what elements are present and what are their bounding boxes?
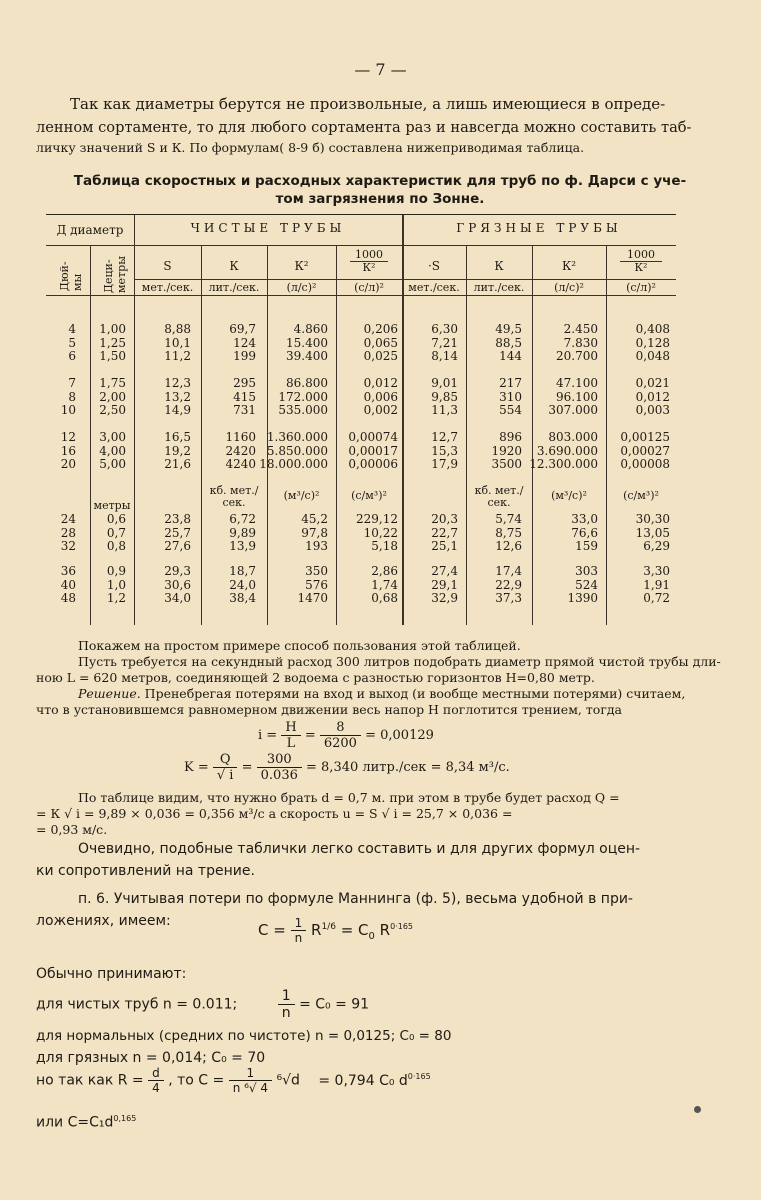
row-divider [134,279,676,280]
unit-S: мет./сек. [141,281,194,294]
k-frac2-den: 0.036 [260,768,298,783]
table-cell: 803.000 [548,430,598,444]
table-cell: 3.690.000 [536,443,598,458]
table-cell: 2,86 [371,564,398,578]
row-divider [46,245,676,246]
table-cell: 144 [499,349,522,363]
solution-label: Решение. [78,686,141,701]
table-cell: 30,6 [164,577,191,592]
table-cell: 2,00 [99,389,126,404]
table-cell: 295 [233,376,256,390]
col-divider [134,215,135,625]
since-exp: 0·165 [407,1071,431,1081]
normal-pipes-line: для нормальных (средних по чистоте) n = 0,0125; C₀ = 80 [36,1028,452,1044]
table-cell: 5.850.000 [266,443,328,458]
example-paragraph [36,638,726,718]
clean-text: для чистых труб n = 0.011; [36,996,238,1013]
table-cell: 193 [305,539,328,553]
table-cell: 0,006 [363,389,398,404]
table-cell: 33,0 [571,512,598,526]
table-cell: 15.400 [286,335,328,350]
table-cell: 5,74 [495,512,522,526]
table-cell: 25,7 [164,525,191,540]
table-cell: 10,22 [363,525,398,540]
formula-k-lhs: K = [184,760,209,775]
table-cell: 0,206 [363,322,398,336]
table-cell: 97,8 [301,525,328,540]
table-cell: 1920 [491,443,522,458]
table-cell: 5,00 [99,457,126,471]
table-cell: 16,5 [164,430,191,444]
k-frac1-num: Q [213,752,238,768]
frac1-den: L [286,736,296,751]
formula-i-lhs: i = [258,728,278,743]
intro-paragraph [36,92,726,156]
table-cell: 13,2 [164,389,191,404]
table-cell: 47.100 [556,376,598,390]
table-cell: 49,5 [495,322,522,336]
unit-S-dirty: мет./сек. [408,281,460,294]
table-cell: 11,3 [431,403,458,417]
manning-exp: 1/6 [321,922,336,932]
table-use-line-2: = К √ i = 9,89 × 0,036 = 0,356 м³/с а скорость u = S √ i = 25,7 × 0,036 = [36,806,513,821]
table-cell: 76,6 [571,525,598,540]
table-cell: 17,9 [431,457,458,471]
table-cell: 0,012 [363,376,398,390]
manning-exp2: 0·165 [390,922,414,931]
table-cell: 25,1 [431,539,458,553]
table-cell: 0,68 [371,591,398,605]
table-cell: 3,30 [643,564,670,578]
table-cell: 12,7 [431,430,458,444]
manning-eq: = C [340,921,369,939]
table-cell: 9,01 [431,376,458,390]
table-title-line-1: Таблица скоростных и расходных характеристик для труб по ф. Дарси с уче- [73,173,687,189]
table-cell: 22,7 [431,525,458,540]
formula-k-frac2 [257,752,302,783]
table-cell: 20 [60,457,76,471]
k-frac2-num: 300 [257,752,302,768]
table-cell: 896 [499,430,522,444]
table-cell: 217 [499,376,522,390]
table-cell: 4240 [225,457,256,471]
table-cell: 9,85 [431,389,458,404]
table-cell: 0,012 [635,389,670,404]
table-cell: 12,3 [164,376,191,390]
table-cell: 2,50 [99,403,126,417]
table-cell: 19,2 [164,443,191,458]
table-cell: 6,72 [229,512,256,526]
unit-1000-dirty: (с/л)² [626,281,656,294]
col-1000-dirty-num: 1000 [620,249,662,262]
example-line-1: Покажем на простом примере способ пользования этой таблицей. [78,638,521,653]
table-cell: 18.000.000 [259,457,328,471]
manning-lhs: C = [258,921,286,939]
table-cell: 0,00125 [620,430,670,444]
table-cell: 1,2 [106,591,126,605]
since-a: но так как R = [36,1072,144,1089]
mid-metres: метры [93,499,131,512]
table-cell: 0,00008 [620,457,670,471]
table-cell: 1390 [567,591,598,605]
table-cell: 0,021 [635,376,670,390]
solution-text: Пренебрегая потерями на вход и выход (и вообще местными потерями) считаем, [140,686,686,701]
table-cell: 96.100 [556,389,598,404]
col-K2: К² [294,259,309,273]
usually-text: Обычно принимают: [36,966,187,982]
mid-1000-dirty: (с/м³)² [623,489,659,502]
table-cell: 731 [233,403,256,417]
table-cell: 28 [60,525,76,540]
table-cell: 1,91 [643,577,670,592]
table-cell: 0,72 [643,591,670,605]
table-cell: 303 [575,564,598,578]
intro-line-3: личку значений S и К. По формулам( 8-9 б) составлена нижеприводимая таблица. [36,140,585,155]
table-cell: 1,0 [106,577,126,592]
col-K2-dirty: К² [561,259,577,273]
table-cell: 8,88 [164,322,191,336]
table-cell: 17,4 [495,564,522,578]
manning-den: n [294,931,303,945]
manning-frac [291,916,307,945]
manning-R2: R [374,921,391,939]
col-1000-dirty [606,249,676,274]
table-cell: 29,3 [164,564,191,578]
mid-K2-dirty: (м³/с)² [551,489,587,502]
col-1000-num: 1000 [350,249,388,262]
table-cell: 415 [233,389,256,404]
example-line-2: Пусть требуется на секундный расход 300 литров подобрать диаметр прямой чистой трубы дли- [78,654,721,669]
table-use-line-1: По таблице видим, что нужно брать d = 0,7 м. при этом в трубе будет расход Q = [78,790,620,805]
col-K: К [229,259,239,273]
table-cell: 37,3 [495,591,522,605]
since-frac2 [229,1066,272,1095]
formula-k [184,752,510,783]
since-b: , то C = [168,1072,225,1089]
clean-rest: = C₀ = 91 [299,996,370,1013]
table-cell: 48 [60,591,76,605]
table-cell: 18,7 [229,564,256,578]
table-cell: 69,7 [229,322,256,336]
table-cell: 34,0 [164,591,191,605]
table-cell: 86.800 [286,376,328,390]
col-K-dirty: К [494,259,504,273]
obviously-paragraph [36,838,726,882]
table-cell: 20,3 [431,512,458,526]
manning-formula [258,916,413,945]
table-cell: 524 [575,577,598,592]
characteristics-table [46,214,676,625]
table-cell: 8,14 [431,349,458,363]
col-divider [336,245,337,625]
table-use-paragraph [36,790,726,838]
table-cell: 0,128 [635,335,670,350]
table-cell: 0,7 [106,525,126,540]
section-6-line-2: ложениях, имеем: [36,913,171,929]
table-cell: 0,00027 [620,443,670,458]
table-cell: 350 [305,564,328,578]
table-cell: 199 [233,349,256,363]
clean-den: n [281,1005,291,1021]
header-inches: Дюй-мы [58,261,84,291]
table-cell: 40 [60,577,76,592]
manning-sub: 0 [368,931,375,942]
table-title-line-2: том загрязнения по Зонне. [275,191,485,207]
table-cell: 12,6 [495,539,522,553]
manning-num: 1 [291,916,307,931]
table-cell: 45,2 [301,512,328,526]
table-cell: 30,30 [635,512,670,526]
clean-num: 1 [278,988,295,1005]
table-cell: 14,9 [164,403,191,417]
col-1000-den: К² [362,261,376,274]
table-cell: 36 [60,564,76,578]
table-cell: 29,1 [431,577,458,592]
section-6-line-1: п. 6. Учитывая потери по формуле Маннинга (ф. 5), весьма удобной в при- [78,891,633,907]
clean-frac [278,988,295,1021]
table-cell: 32,9 [431,591,458,605]
frac1-num: H [281,720,300,736]
formula-k-eq: = [241,760,253,775]
table-cell: 1470 [297,591,328,605]
unit-1000: (с/л)² [354,281,384,294]
table-cell: 0,002 [363,403,398,417]
table-cell: 27,4 [431,564,458,578]
since-d: = 0,794 C₀ d [318,1072,408,1089]
or-line [36,1114,136,1131]
table-cell: 39.400 [286,349,328,363]
table-cell: 2420 [225,443,256,458]
table-cell: 159 [575,539,598,553]
table-cell: 7.830 [563,335,598,350]
table-cell: 22,9 [495,577,522,592]
table-cell: 9,89 [229,525,256,540]
table-cell: 0,003 [635,403,670,417]
table-cell: 307.000 [548,403,598,417]
table-cell: 13,9 [229,539,256,553]
table-cell: 535.000 [278,403,328,417]
mid-1000: (с/м³)² [351,489,387,502]
table-use-line-3: = 0,93 м/с. [36,822,108,837]
table-cell: 310 [499,389,522,404]
since-line [36,1066,431,1095]
table-cell: 5,18 [371,539,398,553]
table-cell: 0,00017 [348,443,398,458]
table-cell: 1.360.000 [266,430,328,444]
header-diameter: Д диаметр [56,223,124,237]
table-cell: 172.000 [278,389,328,404]
row-divider [46,295,676,296]
ink-spot [694,1106,701,1113]
table-cell: 3,00 [99,430,126,444]
header-clean-pipes: ЧИСТЫЕ ТРУБЫ [190,221,346,235]
table-cell: 576 [305,577,328,592]
formula-i [258,720,434,751]
table-cell: 0,065 [363,335,398,350]
table-cell: 13,05 [635,525,670,540]
table-cell: 0,048 [635,349,670,363]
dirty-pipes-line: для грязных n = 0,014; C₀ = 70 [36,1050,266,1066]
table-cell: 8,75 [495,525,522,540]
table-cell: 124 [233,335,256,350]
mid-K: кб. мет./сек. [209,484,259,509]
formula-k-frac1 [213,752,238,783]
table-cell: 4.860 [293,322,328,336]
formula-i-eq: = [304,728,316,743]
col-divider [402,215,404,625]
table-cell: 88,5 [495,335,522,350]
clean-pipes-line [36,988,369,1021]
page-number: — 7 — [354,60,407,79]
table-cell: 12.300.000 [529,457,598,471]
table-cell: 554 [499,403,522,417]
table-cell: 0,00006 [348,457,398,471]
table-cell: 1,25 [99,335,126,350]
frac2-num: 8 [320,720,361,736]
col-divider [532,245,533,625]
or-text: или C=C₁d [36,1114,114,1131]
table-cell: 1160 [225,430,256,444]
col-divider [606,245,607,625]
table-cell: 0,408 [635,322,670,336]
since-den: 4 [152,1081,160,1095]
table-cell: 0,6 [106,512,126,526]
mid-K2: (м³/с)² [283,489,320,502]
table-cell: 32 [60,539,76,553]
col-divider [201,245,202,625]
table-cell: 3500 [491,457,522,471]
table-cell: 6,29 [643,539,670,553]
unit-K: лит./сек. [208,281,260,294]
table-cell: 15,3 [431,443,458,458]
table-cell: 10,1 [164,335,191,350]
table-cell: 7,21 [431,335,458,350]
since-num2: 1 [229,1066,272,1081]
table-cell: 6,30 [431,322,458,336]
table-cell: 21,6 [164,457,191,471]
table-cell: 10 [60,403,76,417]
col-divider [90,245,91,625]
table-cell: 23,8 [164,512,191,526]
table-cell: 7 [68,376,76,390]
since-num: d [148,1066,164,1081]
intro-line-1: Так как диаметры берутся не произвольные, а лишь имеющиеся в опреде- [70,95,666,113]
table-cell: 11,2 [164,349,191,363]
unit-K2-dirty: (л/с)² [554,281,584,294]
manning-R: R [311,921,322,939]
table-cell: 4 [68,322,76,336]
table-cell: 1,50 [99,349,126,363]
table-cell: 0,8 [106,539,126,553]
formula-i-frac2 [320,720,361,751]
col-1000-dirty-den: К² [634,261,648,274]
example-line-3: ною L = 620 метров, соединяющей 2 водоема с разностью горизонтов H=0,80 метр. [36,670,595,685]
example-line-5: что в установившемся равномерном движении весь напор H поглотится трением, тогда [36,702,623,717]
table-cell: 5 [68,335,76,350]
obviously-line-2: ки сопротивлений на трение. [36,863,255,879]
table-cell: 6 [68,349,76,363]
header-decimeters: Деци-метры [102,256,128,293]
frac2-den: 6200 [323,736,357,751]
k-frac1-den: √ i [216,768,234,783]
table-cell: 38,4 [229,591,256,605]
since-c: ⁶√d [276,1072,300,1089]
or-exp: 0,165 [113,1114,137,1123]
unit-K2: (л/с)² [286,281,317,294]
example-line-4 [36,686,726,702]
col-divider [466,245,467,625]
table-cell: 16 [60,443,76,458]
table-cell: 27,6 [164,539,191,553]
header-dirty-pipes: ГРЯЗНЫЕ ТРУБЫ [456,221,622,235]
table-cell: 24,0 [229,577,256,592]
table-cell: 2.450 [563,322,598,336]
formula-i-frac1 [281,720,300,751]
col-S: S [163,259,172,273]
table-cell: 1,75 [99,376,126,390]
formula-k-result: = 8,340 литр./сек = 8,34 м³/с. [306,760,510,775]
table-cell: 4,00 [99,443,126,458]
table-cell: 0,9 [106,564,126,578]
table-cell: 20.700 [556,349,598,363]
table-cell: 229,12 [356,512,398,526]
table-cell: 0,025 [363,349,398,363]
col-S-dirty: ·S [427,259,441,273]
formula-i-result: = 0,00129 [365,728,434,743]
table-cell: 0,00074 [348,430,398,444]
table-cell: 1,00 [99,322,126,336]
table-cell: 24 [60,512,76,526]
since-frac1 [148,1066,164,1095]
table-cell: 12 [60,430,76,444]
table-cell: 8 [68,389,76,404]
unit-K-dirty: лит./сек. [473,281,525,294]
table-cell: 1,74 [371,577,398,592]
obviously-line-1: Очевидно, подобные таблички легко составить и для других формул оцен- [78,841,641,857]
since-den2: n ⁶√ 4 [232,1081,269,1095]
mid-K-dirty: кб. мет./сек. [474,484,524,509]
table-title [40,172,720,208]
intro-line-2: ленном сортаменте, то для любого сортамента раз и навсегда можно составить таб- [36,119,692,136]
col-1000 [336,249,402,274]
